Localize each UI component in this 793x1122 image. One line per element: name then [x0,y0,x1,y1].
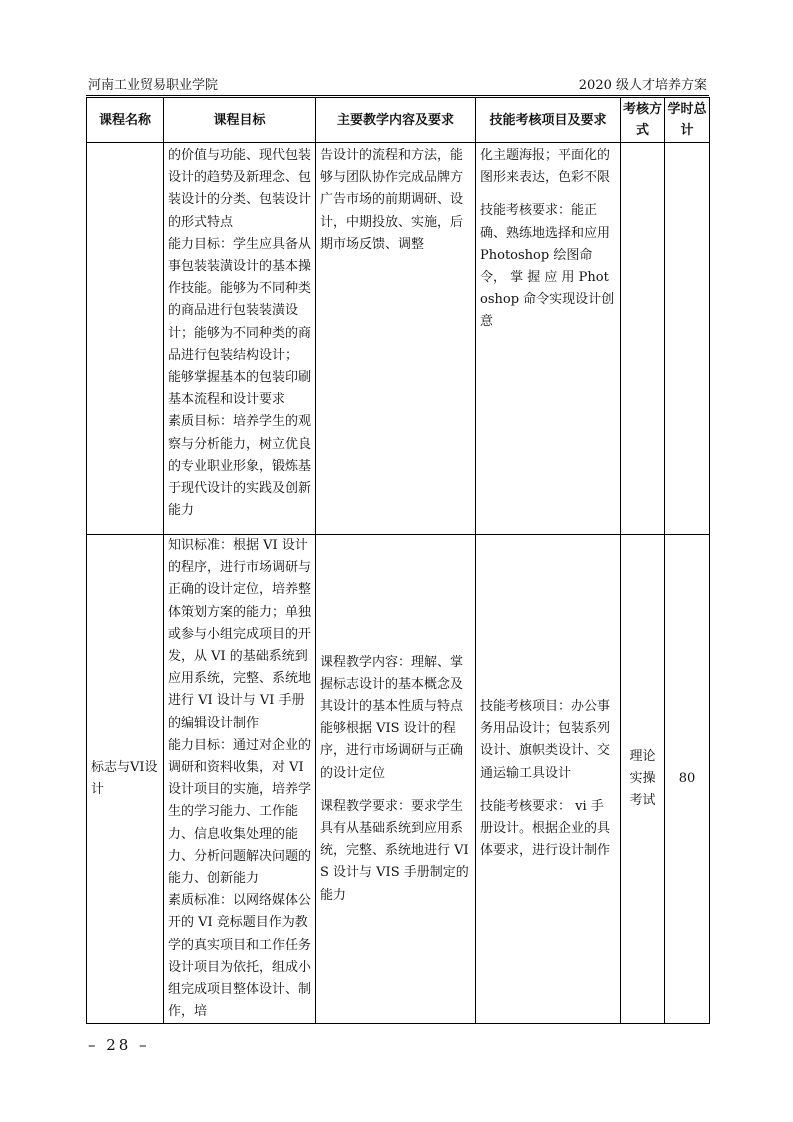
skill-paragraph: 技能考核要求：能正确、熟练地选择和应用 Photoshop 绘图命令， 掌 握 应 用 Photoshop 命令实现设计创意 [480,203,615,330]
col-total-hours: 学时总计 [665,98,710,143]
assessment-method-cell [621,143,665,535]
total-hours-cell [665,143,710,535]
table-header-row [87,98,710,143]
col-course-name: 课程名称 [87,98,164,143]
goal-paragraph: 知识标准：根据 VI 设计的程序，进行市场调研与正确的设计定位，培养整体策划方案的能力；单独或参与小组完成项目的开发，从 VI 的基础系统到应用系统，完整、系统地进行 VI 设计与 VI 手册的编辑设计制作 [168,538,312,731]
col-course-goals: 课程目标 [164,98,316,143]
page-number: – 28 – [88,1036,150,1054]
skill-assessment-cell [476,143,621,535]
goal-paragraph: 素质目标：培养学生的观察与分析能力，树立优良的专业职业形象，锻炼基于现代设计的实践及创新能力 [168,414,312,519]
col-skill-assessment: 技能考核项目及要求 [476,98,621,143]
skill-paragraph: 技能考核项目：办公事务用品设计；包装系列设计、旗帜类设计、交通运输工具设计 [480,699,611,781]
goal-paragraph: 能够掌握基本的包装印刷基本流程和设计要求 [168,370,312,408]
goal-paragraph: 能力目标：通过对企业的调研和资料收集，对 VI 设计项目的实施，培养学生的学习能力、工作能力、信息收集处理的能力、分析问题解决问题的能力、创新能力 [168,737,312,887]
assessment-method-cell: 理论实操考试 [621,535,665,1024]
col-teaching-content: 主要教学内容及要求 [316,98,476,143]
course-name-cell: 标志与VI设计 [87,535,164,1024]
table-row [87,535,710,1024]
col-assessment-method: 考核方式 [621,98,665,143]
content-paragraph: 课程教学内容：理解、掌握标志设计的基本概念及其设计的基本性质与特点能够根据 VIS 设计的程序，进行市场调研与正确的设计定位 [320,654,464,781]
document-title: 2020 级人才培养方案 [578,78,707,93]
content-paragraph: 告设计的流程和方法，能够与团队协作完成品牌方广告市场的前期调研、设计，中期投放、实施，后期市场反馈、调整 [320,148,464,252]
school-name: 河南工业贸易职业学院 [88,78,219,93]
goal-paragraph: 素质标准：以网络媒体公开的 VI 竞标题目作为教学的真实项目和工作任务设计项目为依托，组成小组完成项目整体设计、制作，培 [168,893,312,1020]
total-hours-cell: 80 [665,535,710,1024]
header-rule [86,95,709,96]
content-paragraph: 课程教学要求：要求学生具有从基础系统到应用系统，完整、系统地进行 VIS 设计与 VIS 手册制定的能力 [320,798,469,903]
skill-assessment-cell [476,535,621,1024]
curriculum-table [86,97,710,1024]
course-goals-cell [164,535,316,1024]
course-name-cell [87,143,164,535]
skill-paragraph: 技能考核要求： vi 手册设计。根据企业的具体要求，进行设计制作 [480,798,611,859]
goal-paragraph: 的价值与功能、现代包装设计的趋势及新理念、包装设计的分类、包装设计的形式特点 [168,148,312,230]
teaching-content-cell [316,143,476,535]
goal-paragraph: 能力目标：学生应具备从事包装装潢设计的基本操作技能。能够为不同种类的商品进行包装装潢设计；能够为不同种类的商品进行包装结构设计； [168,236,312,363]
course-goals-cell [164,143,316,535]
teaching-content-cell [316,535,476,1024]
skill-paragraph: 化主题海报；平面化的图形来表达，色彩不限 [480,148,611,186]
table-row [87,143,710,535]
